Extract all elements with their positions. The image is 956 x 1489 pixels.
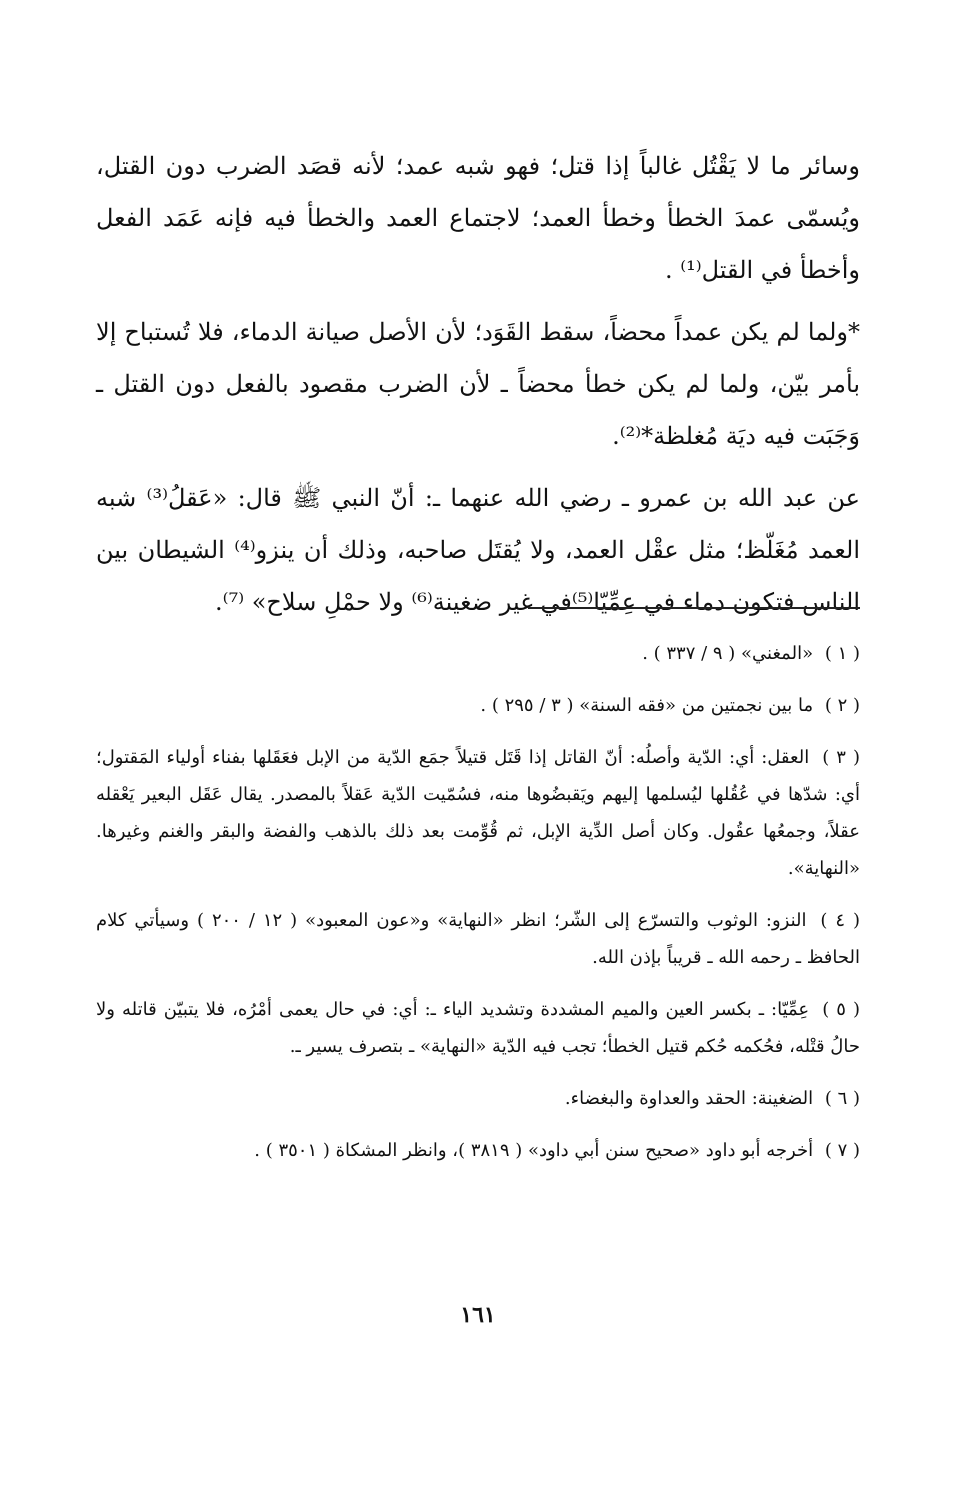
page-number: ١٦١ (460, 1302, 496, 1328)
footnote-5 (96, 991, 860, 1065)
footnote-text: أخرجه أبو داود «صحيح سنن أبي داود» ( ٣٨١٩ )، وانظر المشكاة ( ٣٥٠١ ) . (254, 1140, 814, 1161)
footnote-3 (96, 739, 860, 887)
footnote-divider (528, 607, 860, 609)
footnote-6 (96, 1080, 860, 1117)
footnote-7 (96, 1132, 860, 1169)
footnote-text: النزو: الوثوب والتسرّع إلى الشّر؛ انظر «النهاية» و«عون المعبود» ( ١٢ / ٢٠٠ ) وسيأتي كلام الحافظ ـ رحمه الله ـ قريباً بإذن الله. (96, 910, 860, 968)
footnote-number: ( ٦ ) (824, 1088, 860, 1109)
footnote-number: ( ٤ ) (820, 910, 860, 931)
footnote-4 (96, 902, 860, 976)
paragraph-2: *ولما لم يكن عمداً محضاً، سقط القَوَد؛ لأن الأصل صيانة الدماء، فلا تُستباح إلا بأمر بيّن، ولما لم يكن خطأ محضاً ـ لأن الضرب مقصود بالفعل دون القتل ـ وَجَبَت فيه ديَة مُغلظة*⁽²⁾. (96, 318, 860, 450)
footnote-2 (96, 687, 860, 724)
footnotes (96, 635, 860, 1184)
paragraph-1: وسائر ما لا يَقْتُل غالباً إذا قتل؛ فهو شبه عمد؛ لأنه قصَد الضرب دون القتل، ويُسمّى عمدَ الخطأ وخطأ العمد؛ لاجتماع العمد والخطأ فيه فإنه عَمَد الفعل وأخطأ في القتل⁽¹⁾ . (96, 152, 860, 284)
footnote-number: ( ٢ ) (824, 695, 860, 716)
footnote-text: ما بين نجمتين من «فقه السنة» ( ٣ / ٢٩٥ ) . (480, 695, 814, 716)
footnote-text: العقل: أي: الدّية وأصلُه: أنّ القاتل إذا قَتَل قتيلاً جمَع الدّية من الإبل فعَقَلها بفناء أولياء المَقتول؛ أي: شدّها في عُقُلها ليُسلمها إليهم ويَقبضُوها منه، فسُمّيت الدّية عَقلاً بالمصدر. يقال عَقَل البعير يَعْقله عقلاً، وجمعُها عقُول. وكان أصل الدِّية الإبل، ثم قُوِّمت بعد ذلك بالذهب والفضة والبقر والغنم وغيرها. «النهاية». (96, 747, 860, 879)
footnote-text: الضغينة: الحقد والعداوة والبغضاء. (564, 1088, 814, 1109)
main-text (96, 140, 860, 638)
paragraph-3-hadith: عن عبد الله بن عمرو ـ رضي الله عنهما ـ: أنّ النبي ﷺ قال: «عَقلُ⁽³⁾ شبه العمد مُغَلّظ؛ مثل عقْل العمد، ولا يُقتَل صاحبه، وذلك أن ينزو⁽⁴⁾ الشيطان بين الناس فتكون دماء في عِمِّيّا⁽⁵⁾في غير ضغينة⁽⁶⁾ ولا حمْلِ سلاح» ⁽⁷⁾. (96, 484, 861, 616)
footnote-number: ( ٧ ) (824, 1140, 860, 1161)
footnote-number: ( ١ ) (824, 643, 860, 664)
footnote-number: ( ٥ ) (822, 999, 860, 1020)
footnote-1 (96, 635, 860, 672)
footnote-text: عِمِّيّا: ـ بكسر العين والميم المشددة وتشديد الياء ـ: أي: في حال يعمى أمْرُه، فلا يتبيّن قاتله ولا حالُ قتْله، فحُكمه حُكم قتيل الخطأ؛ تجب فيه الدّية «النهاية» ـ بتصرف يسير ـ. (96, 999, 860, 1057)
footnote-text: «المغني» ( ٩ / ٣٣٧ ) . (642, 643, 814, 664)
footnote-number: ( ٣ ) (822, 747, 860, 768)
